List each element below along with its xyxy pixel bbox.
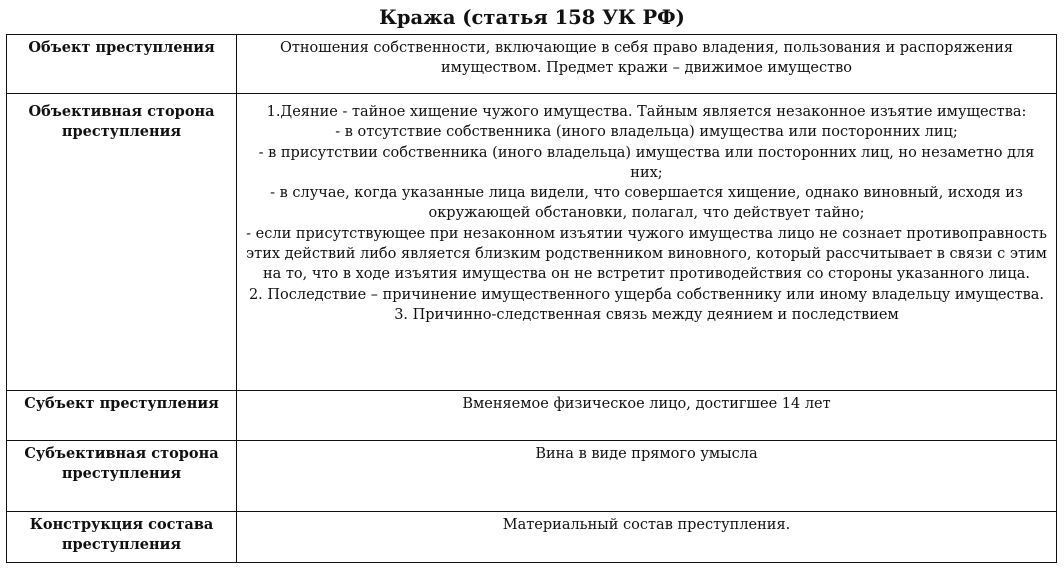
row-value-construction: Материальный состав преступления.: [237, 512, 1057, 563]
row-label-subject: Субъект преступления: [7, 391, 237, 441]
table-row-subject: [7, 391, 1057, 441]
row-label-objective-side: Объективная сторона преступления: [7, 94, 237, 391]
list-item: - в присутствии собственника (иного владельца) имущества или посторонних лиц, но незаметно для них;: [258, 144, 1035, 181]
row-value-subjective-side: Вина в виде прямого умысла: [237, 441, 1057, 512]
row-label-subjective-side: Субъективная сторона преступления: [7, 441, 237, 512]
causal-link-item: 3. Причинно-следственная связь между деянием и последствием: [394, 306, 899, 323]
document-title: Кража (статья 158 УК РФ): [379, 6, 685, 29]
row-label-construction: Конструкция состава преступления: [7, 512, 237, 563]
row-value-objective-side: [237, 94, 1057, 391]
row-label-object: Объект преступления: [7, 35, 237, 94]
table-row-object: [7, 35, 1057, 94]
row-value-subject: Вменяемое физическое лицо, достигшее 14 лет: [237, 391, 1057, 441]
table-row-objective-side: [7, 94, 1057, 391]
list-item: - в случае, когда указанные лица видели, что совершается хищение, однако виновный, исходя из окружающей обстановки, полагал, что действует тайно;: [270, 185, 1023, 222]
act-item: 1.Деяние - тайное хищение чужого имущества. Тайным является незаконное изъятие имущества:: [266, 104, 1027, 120]
list-item: - если присутствующее при незаконном изъятии чужого имущества лицо не сознает противоправность этих действий либо является близким родственником виновного, который рассчитывает в связи с этим на то, что в ходе изъятия имущества он не встретит противодействия со стороны указанного лица.: [246, 225, 1047, 283]
row-value-object: Отношения собственности, включающие в себя право владения, пользования и распоряжения имуществом. Предмет кражи – движимое имущество: [237, 35, 1057, 94]
list-item: - в отсутствие собственника (иного владельца) имущества или посторонних лиц;: [335, 124, 958, 141]
crime-elements-table: [6, 34, 1057, 563]
table-row-construction: [7, 512, 1057, 563]
table-row-subjective-side: [7, 441, 1057, 512]
consequence-item: 2. Последствие – причинение имущественного ущерба собственнику или иному владельцу имущества.: [248, 286, 1045, 303]
